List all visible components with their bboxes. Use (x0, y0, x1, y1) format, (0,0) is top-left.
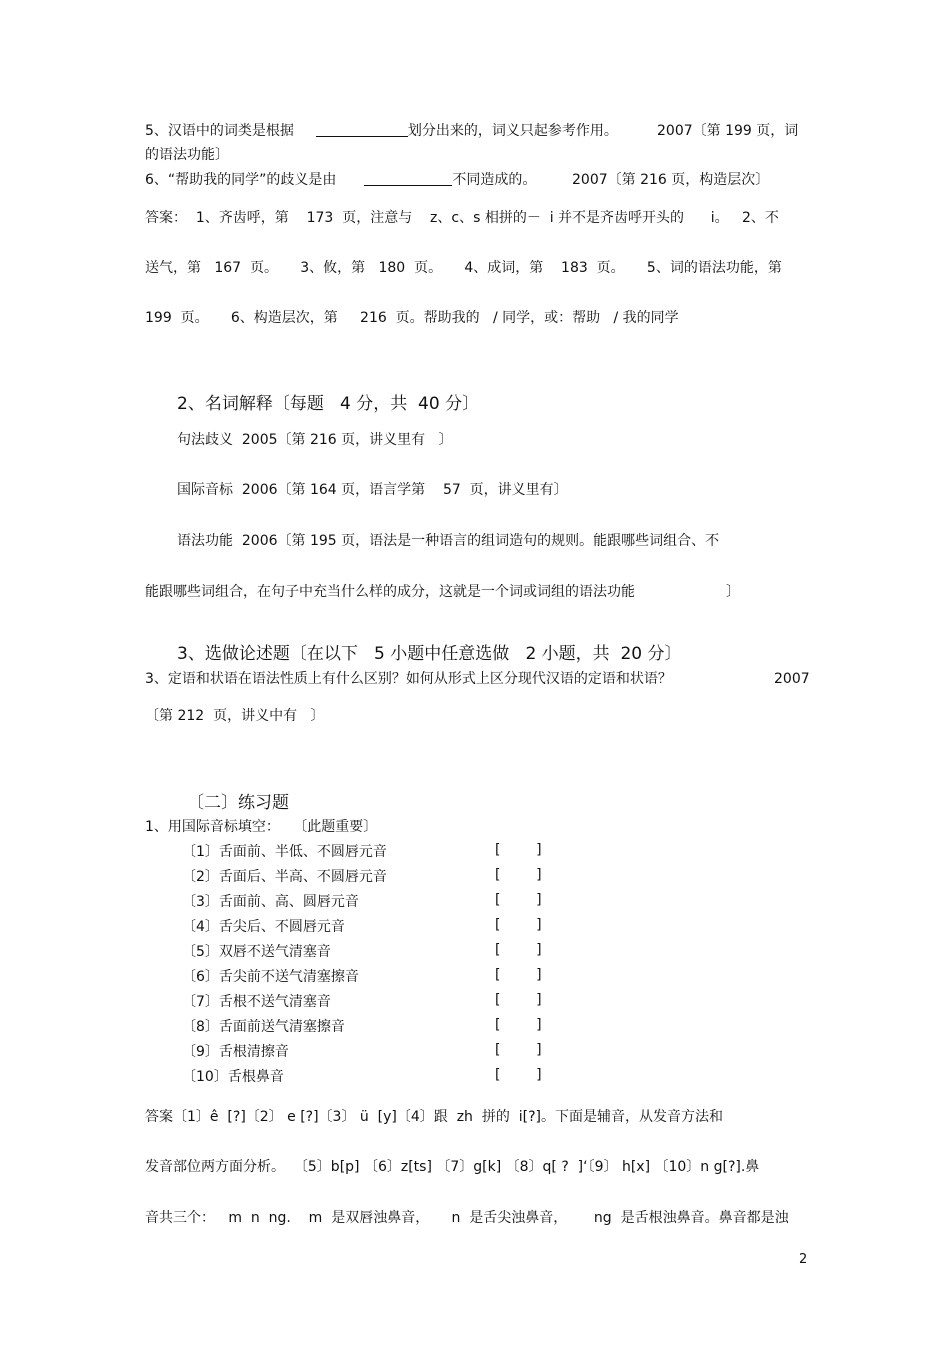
answer-bracket: [ ] (495, 867, 542, 883)
q5-pre: 5、汉语中的词类是根据 (145, 123, 294, 139)
practice-heading: 〔二〕练习题 (187, 793, 289, 813)
answer-bracket: [ ] (495, 892, 542, 908)
essay-ref: 〔第 212 页，讲义中有 〕 (145, 708, 325, 724)
fill-blank (316, 122, 408, 137)
q5-post: 划分出来的，词义只起参考作用。 (407, 123, 618, 139)
fill-blank (364, 171, 452, 186)
practice-q1: 1、用国际音标填空： 〔此题重要〕 (145, 819, 378, 835)
q5-line2: 的语法功能〕 (145, 147, 229, 163)
list-item: 〔1〕舌面前、半低、不圆唇元音 (182, 844, 387, 860)
term-item-3-cont: 能跟哪些词组合，在句子中充当什么样的成分，这就是一个词或词组的语法功能 (145, 584, 635, 600)
q6-year: 2007〔第 216 页，构造层次〕 (572, 172, 770, 188)
list-item: 〔6〕舌尖前不送气清塞擦音 (182, 969, 359, 985)
answer2-line-1: 答案〔1〕ê [?]〔2〕 e [?]〔3〕 ü [y]〔4〕跟 zh 拼的 i[?]。下面是辅音，从发音方法和 (145, 1109, 723, 1125)
term-item-3: 语法功能 2006〔第 195 页，语法是一种语言的组词造句的规则。能跟哪些词组合、不 (177, 533, 720, 549)
q5-year: 2007〔第 199 页，词 (657, 123, 799, 139)
answer-bracket: [ ] (495, 1017, 542, 1033)
q6-post: 不同造成的。 (452, 172, 537, 188)
answer-line-2: 送气，第 167 页。 3、攸，第 180 页。 4、成词，第 183 页。 5、词的语法功能，第 (145, 260, 782, 276)
page-number: 2 (799, 1252, 808, 1267)
term-item-3-close: 〕 (726, 584, 740, 600)
list-item: 〔3〕舌面前、高、圆唇元音 (182, 894, 359, 910)
answer-line-3: 199 页。 6、构造层次，第 216 页。帮助我的 / 同学，或：帮助 / 我的同学 (145, 310, 679, 326)
list-item: 〔10〕舌根鼻音 (182, 1069, 284, 1085)
section2-heading: 2、名词解释〔每题 4 分，共 40 分〕 (177, 394, 480, 414)
list-item: 〔8〕舌面前送气清塞擦音 (182, 1019, 345, 1035)
list-item: 〔4〕舌尖后、不圆唇元音 (182, 919, 345, 935)
list-item: 〔9〕舌根清擦音 (182, 1044, 289, 1060)
term-item-1: 句法歧义 2005〔第 216 页，讲义里有 〕 (177, 432, 453, 448)
answer2-line-2: 发音部位两方面分析。 〔5〕b[p] 〔6〕z[ts] 〔7〕g[k] 〔8〕q[ ? ]‘〔9〕 h[x] 〔10〕n g[?].鼻 (145, 1159, 760, 1175)
term-item-2: 国际音标 2006〔第 164 页，语言学第 57 页，讲义里有〕 (177, 482, 568, 498)
q6-pre: 6、“帮助我的同学”的歧义是由 (145, 172, 337, 188)
answer-bracket: [ ] (495, 1067, 542, 1083)
answer-bracket: [ ] (495, 967, 542, 983)
answer-bracket: [ ] (495, 942, 542, 958)
answer-bracket: [ ] (495, 1042, 542, 1058)
answer-bracket: [ ] (495, 992, 542, 1008)
q5-line1 (145, 121, 618, 141)
q6-line (145, 170, 536, 190)
answer-line-1: 答案： 1、齐齿呼，第 173 页，注意与 z、c、s 相拼的－ i 并不是齐齿呼开头的 i。 2、不 (145, 210, 779, 226)
answer-bracket: [ ] (495, 917, 542, 933)
list-item: 〔7〕舌根不送气清塞音 (182, 994, 331, 1010)
answer-bracket: [ ] (495, 842, 542, 858)
section3-heading: 3、选做论述题〔在以下 5 小题中任意选做 2 小题，共 20 分〕 (177, 644, 682, 664)
list-item: 〔5〕双唇不送气清塞音 (182, 944, 331, 960)
answer2-line-3: 音共三个： m n ng. m 是双唇浊鼻音， n 是舌尖浊鼻音， ng 是舌根浊鼻音。鼻音都是浊 (145, 1210, 789, 1226)
list-item: 〔2〕舌面后、半高、不圆唇元音 (182, 869, 387, 885)
essay-question: 3、定语和状语在语法性质上有什么区别？如何从形式上区分现代汉语的定语和状语？ (145, 671, 672, 687)
essay-year: 2007 (774, 671, 810, 687)
